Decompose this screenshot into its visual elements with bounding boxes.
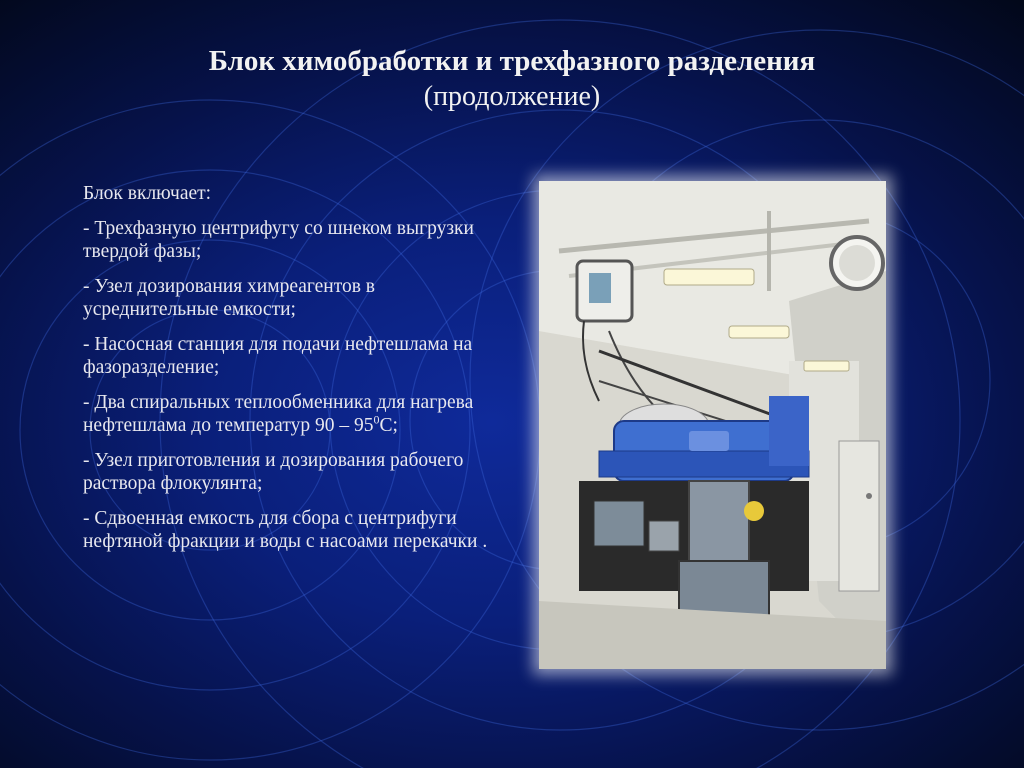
slide-title-block bbox=[0, 42, 1024, 114]
slide-title: Блок химобработки и трехфазного разделения bbox=[208, 45, 816, 77]
list-item-pump-station: - Насосная станция для подачи нефтешлама на фазоразделение; bbox=[83, 334, 473, 378]
slide-subtitle: (продолжение) bbox=[423, 81, 601, 112]
heat-text-after: С; bbox=[379, 415, 398, 436]
list-item-flocculant: - Узел приготовления и дозирования рабочего раствора флокулянта; bbox=[83, 450, 464, 494]
heat-text-before: - Два спиральных теплообменника для нагрева нефтешлама до температур 90 – 95 bbox=[83, 392, 474, 436]
degree-superscript: 0 bbox=[373, 412, 380, 427]
equipment-photo bbox=[539, 181, 886, 669]
list-item-heat-exchangers bbox=[83, 391, 503, 437]
list-intro: Блок включает: bbox=[83, 183, 212, 204]
list-item-dosing: - Узел дозирования химреагентов в усреднительные емкости; bbox=[83, 276, 376, 320]
list-item-tank: - Сдвоенная емкость для сбора с центрифуги нефтяной фракции и воды с насоами перекачки . bbox=[83, 508, 488, 552]
list-item-centrifuge: - Трехфазную центрифугу со шнеком выгрузки твердой фазы; bbox=[83, 218, 474, 262]
equipment-list bbox=[83, 182, 503, 565]
